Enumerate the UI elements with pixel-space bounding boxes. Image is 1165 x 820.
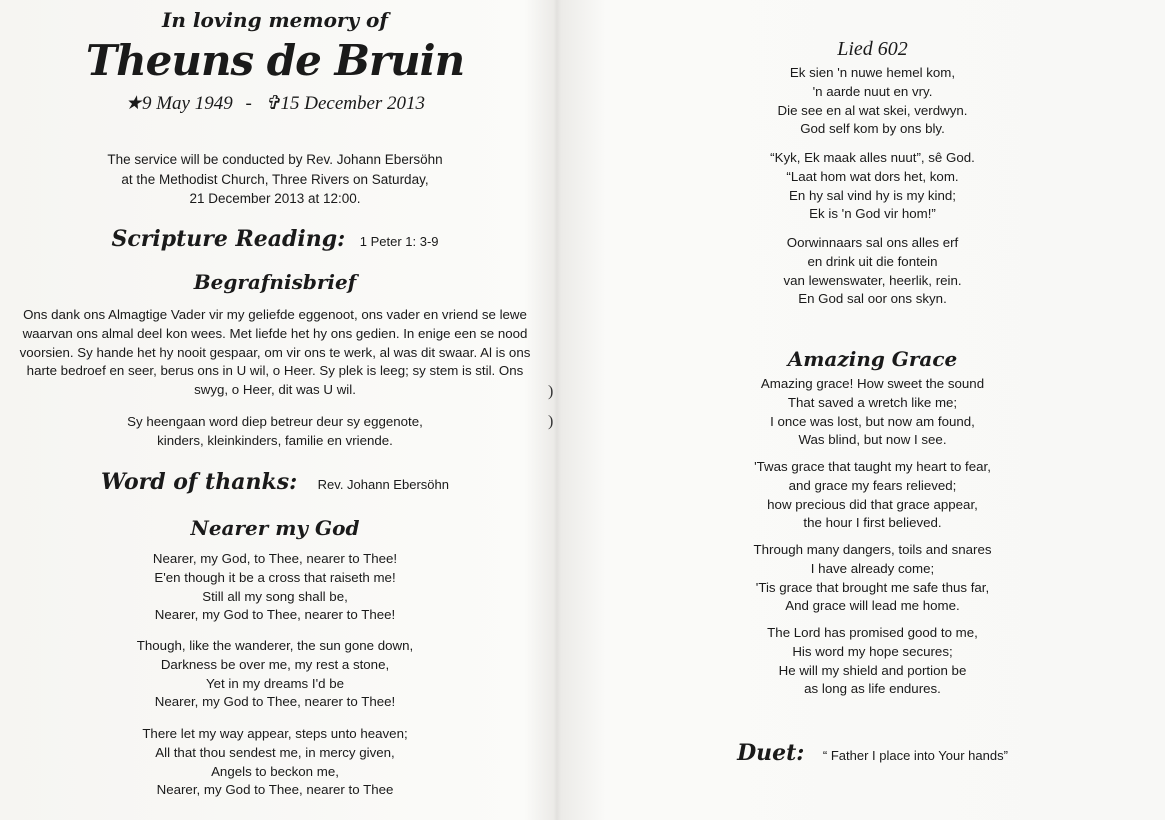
verse-line: Die see en al wat skei, verdwyn.: [777, 102, 968, 118]
duet-text: “ Father I place into Your hands”: [822, 748, 1008, 763]
verse-line: “Kyk, Ek maak alles nuut”, sê God.: [770, 150, 975, 165]
nearer-heading: Nearer my God: [190, 516, 360, 540]
verse-line: 'Twas grace that taught my heart to fear,: [754, 459, 991, 474]
verse-line: I have already come;: [810, 560, 935, 576]
birth-date: ★9 May 1949: [124, 93, 233, 114]
begrafnisbrief-heading: Begrafnisbrief: [193, 270, 357, 294]
service-details: [0, 150, 550, 209]
in-memory-heading: In loving memory of: [162, 8, 388, 32]
scripture-row: [0, 226, 550, 252]
scripture-reference: 1 Peter 1: 3-9: [359, 234, 439, 249]
death-date: ✞15 December 2013: [264, 93, 426, 114]
lied-verse-2: [580, 149, 1165, 224]
verse-line: The Lord has promised good to me,: [767, 625, 978, 640]
grace-verse-3: [580, 541, 1165, 616]
left-page: [0, 0, 550, 820]
verse-line: and grace my fears relieved;: [788, 477, 957, 493]
lied-verse-1: [580, 64, 1165, 139]
verse-line: En hy sal vind hy is my kind;: [788, 187, 957, 203]
verse-line: as long as life endures.: [804, 681, 941, 697]
verse-line: Ek sien 'n nuwe hemel kom,: [789, 65, 956, 80]
verse-line: His word my hope secures;: [792, 643, 953, 659]
service-line: at the Methodist Church, Three Rivers on Saturday,: [121, 171, 429, 187]
nearer-verse-1: [0, 550, 550, 625]
grace-heading: Amazing Grace: [787, 347, 958, 371]
verse-line: how precious did that grace appear,: [767, 496, 978, 512]
verse-line: I once was lost, but now am found,: [770, 413, 975, 429]
lied-heading-row: [580, 38, 1165, 61]
verse-line: That saved a wretch like me;: [787, 394, 958, 410]
fold-mark: ): [548, 383, 554, 400]
service-line: 21 December 2013 at 12:00.: [189, 191, 361, 206]
verse-line: Angels to beckon me,: [211, 763, 339, 779]
thanks-person: Rev. Johann Ebersöhn: [317, 477, 449, 492]
verse-line: God self kom by ons bly.: [800, 121, 945, 137]
verse-line: Nearer, my God, to Thee, nearer to Thee!: [152, 551, 398, 566]
service-line: The service will be conducted by Rev. Johann Ebersöhn: [107, 152, 443, 167]
begrafnisbrief-text: [0, 306, 550, 400]
verse-line: All that thou sendest me, in mercy given,: [155, 744, 395, 760]
verse-line: van lewenswater, heerlik, rein.: [783, 272, 962, 288]
verse-line: Nearer, my God to Thee, nearer to Thee: [156, 782, 394, 798]
verse-line: 'Tis grace that brought me safe thus far,: [755, 579, 990, 595]
verse-line: Yet in my dreams I'd be: [205, 675, 345, 691]
text-line: Ons dank ons Almagtige Vader vir my geliefde eggenoot, ons vader en vriend se lewe: [23, 307, 527, 322]
verse-line: the hour I first believed.: [803, 515, 942, 531]
thanks-row: [0, 469, 550, 495]
verse-line: And grace will lead me home.: [785, 598, 960, 614]
nearer-heading-row: [0, 516, 550, 540]
nearer-verse-3: [0, 725, 550, 800]
verse-line: Amazing grace! How sweet the sound: [760, 376, 985, 391]
text-line: voorsien. Sy hande het hy nooit gespaar, om vir ons te werk, al was dit swaar. Al is ons: [19, 344, 531, 360]
grace-verse-1: [580, 375, 1165, 450]
date-separator: -: [245, 93, 252, 114]
text-line: harte bedroef en seer, berus ons in U wil, o Heer. Sy plek is leeg; sy stem is stil. Ons: [26, 363, 524, 379]
verse-line: Though, like the wanderer, the sun gone down,: [136, 638, 414, 653]
verse-line: “Laat hom wat dors het, kom.: [786, 168, 959, 184]
text-line: waarvan ons almal deel kon wees. Met liefde het hy ons gedien. In enige een se nood: [22, 325, 528, 341]
text-line: Sy heengaan word diep betreur deur sy eggenote,: [127, 414, 423, 429]
fold-mark: ): [548, 413, 554, 430]
heengaan-text: [0, 413, 550, 451]
text-line: swyg, o Heer, dit was U wil.: [194, 382, 356, 398]
verse-line: Still all my song shall be,: [202, 588, 348, 604]
verse-line: en drink uit die fontein: [807, 253, 938, 269]
verse-line: E'en though it be a cross that raiseth me!: [154, 569, 396, 585]
verse-line: 'n aarde nuut en vry.: [812, 83, 933, 99]
verse-line: Darkness be over me, my rest a stone,: [160, 656, 390, 672]
verse-line: Ek is 'n God vir hom!”: [809, 206, 936, 222]
grace-heading-row: [580, 347, 1165, 371]
right-page: [580, 0, 1165, 820]
lied-verse-3: [580, 234, 1165, 309]
duet-heading: Duet:: [737, 740, 805, 766]
text-line: kinders, kleinkinders, familie en vriende.: [157, 432, 393, 448]
duet-row: [580, 740, 1165, 766]
lied-heading: Lied 602: [837, 38, 908, 60]
grace-verse-4: [580, 624, 1165, 699]
verse-line: Nearer, my God to Thee, nearer to Thee!: [154, 694, 396, 710]
scripture-heading: Scripture Reading:: [111, 226, 346, 252]
grace-verse-2: [580, 458, 1165, 533]
life-dates: [0, 92, 550, 115]
deceased-name: Theuns de Bruin: [85, 36, 465, 85]
begrafnisbrief-row: [0, 270, 550, 294]
verse-line: There let my way appear, steps unto heaven;: [142, 726, 408, 741]
verse-line: Was blind, but now I see.: [798, 432, 947, 448]
thanks-heading: Word of thanks:: [101, 469, 298, 495]
verse-line: Through many dangers, toils and snares: [753, 542, 992, 557]
nearer-verse-2: [0, 637, 550, 712]
verse-line: He will my shield and portion be: [778, 662, 967, 678]
verse-line: Nearer, my God to Thee, nearer to Thee!: [154, 607, 396, 623]
verse-line: Oorwinnaars sal ons alles erf: [786, 235, 959, 250]
verse-line: En God sal oor ons skyn.: [798, 291, 947, 307]
